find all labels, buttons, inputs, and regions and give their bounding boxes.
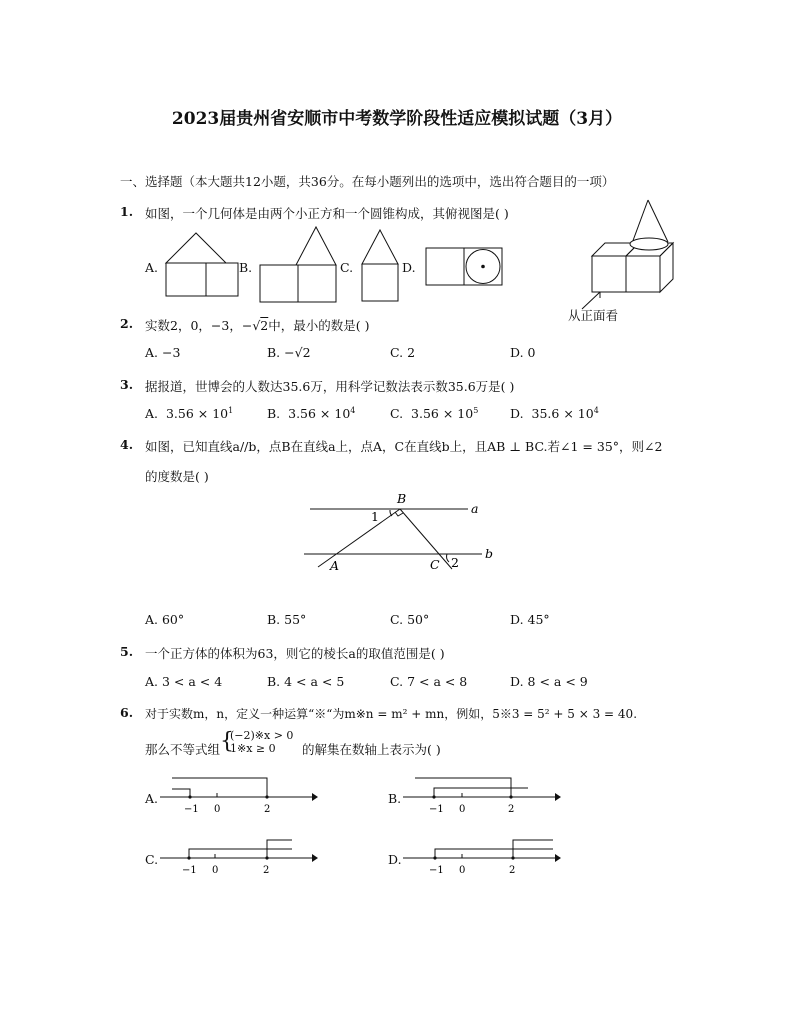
q1-option-b-figure bbox=[258, 225, 340, 305]
q4-text-line2: 的度数是( ) bbox=[145, 469, 209, 484]
q4-text-line1: 如图，已知直线a//b，点B在直线a上，点A，C在直线b上，且AB ⊥ BC.若∠1 = 35°，则∠2 bbox=[145, 439, 663, 454]
square-left bbox=[166, 263, 206, 296]
q3-option-a-base: 3.56 × 10 bbox=[165, 406, 229, 422]
cone-apex-dot bbox=[481, 265, 485, 269]
q3-option-b-base: 3.56 × 10 bbox=[288, 406, 351, 422]
label-b: b bbox=[485, 546, 494, 561]
label-C: C bbox=[430, 557, 440, 572]
label-a: a bbox=[471, 501, 479, 516]
q4-option-b[interactable]: B. 55° bbox=[267, 612, 307, 627]
q3-option-a-label: A. bbox=[145, 406, 159, 422]
tick-m1: −1 bbox=[184, 804, 199, 815]
q4-figure bbox=[300, 488, 500, 578]
q6-text-line2-suffix: 的解集在数轴上表示为( ) bbox=[302, 742, 441, 757]
q3-option-c-base: 3.56 × 10 bbox=[411, 406, 474, 422]
q3-option-d-base: 35.6 × 10 bbox=[531, 406, 594, 422]
q2-text-after: 中，最小的数是( ) bbox=[268, 318, 370, 333]
q6-system-eq1: (−2)※x > 0 bbox=[230, 729, 294, 742]
q1-option-b-label[interactable]: B. bbox=[239, 260, 253, 275]
q3-option-d[interactable] bbox=[510, 406, 599, 421]
q2-text-sqrt-arg: 2 bbox=[260, 318, 269, 333]
q1-option-d-figure bbox=[424, 246, 506, 288]
q6-option-c-label[interactable]: C. bbox=[145, 852, 159, 867]
tick-m1: −1 bbox=[429, 865, 444, 876]
q5-number: 5. bbox=[120, 644, 134, 659]
label-angle2: 2 bbox=[451, 555, 459, 570]
tick-m1: −1 bbox=[429, 804, 444, 815]
q3-option-b-exp: 4 bbox=[350, 406, 356, 415]
q5-option-d[interactable]: D. 8 < a < 9 bbox=[510, 674, 588, 689]
q6-text-line1: 对于实数m，n，定义一种运算“※“为m※n = m² + mn，例如，5※3 = 5² + 5 × 3 = 40. bbox=[145, 707, 638, 721]
cone-triangle bbox=[296, 227, 336, 265]
tick-2: 2 bbox=[508, 804, 515, 815]
q6-option-b-label[interactable]: B. bbox=[388, 791, 402, 806]
q6-number: 6. bbox=[120, 705, 134, 720]
q2-option-a[interactable]: A. −3 bbox=[145, 345, 181, 360]
q4-option-d[interactable]: D. 45° bbox=[510, 612, 550, 627]
q4-option-a[interactable]: A. 60° bbox=[145, 612, 185, 627]
q6-text-line2-prefix: 那么不等式组 bbox=[145, 742, 221, 757]
square bbox=[362, 264, 398, 301]
q6-numberline-d bbox=[403, 833, 563, 877]
label-A: A bbox=[330, 558, 340, 573]
tick-0: 0 bbox=[459, 865, 466, 876]
section-header: 一、选择题（本大题共12小题，共36分。在每小题列出的选项中，选出符合题目的一项） bbox=[120, 174, 615, 189]
q6-numberline-c bbox=[160, 833, 320, 877]
square-right bbox=[206, 263, 238, 296]
q6-numberline-a bbox=[160, 772, 320, 816]
q6-option-a-label[interactable]: A. bbox=[145, 791, 159, 806]
right-angle-mark bbox=[395, 512, 403, 516]
q3-option-b[interactable] bbox=[267, 406, 355, 421]
q4-number: 4. bbox=[120, 437, 134, 452]
q1-figure-caption: 从正面看 bbox=[568, 308, 619, 323]
q3-option-d-exp: 4 bbox=[593, 406, 599, 415]
q3-text: 据报道，世博会的人数达35.6万，用科学记数法表示数35.6万是( ) bbox=[145, 379, 515, 394]
q5-text: 一个正方体的体积为63，则它的棱长a的取值范围是( ) bbox=[145, 646, 445, 661]
tick-m1: −1 bbox=[182, 865, 197, 876]
q3-option-a[interactable] bbox=[145, 406, 233, 421]
tick-2: 2 bbox=[264, 804, 271, 815]
tick-0: 0 bbox=[459, 804, 466, 815]
q3-option-c-exp: 5 bbox=[473, 406, 479, 415]
q6-system-eq2: 1※x ≥ 0 bbox=[230, 742, 276, 755]
square-left bbox=[426, 248, 464, 285]
q1-text: 如图，一个几何体是由两个小正方和一个圆锥构成，其俯视图是( ) bbox=[145, 206, 509, 221]
q3-option-b-label: B. bbox=[267, 406, 281, 422]
q6-system bbox=[230, 729, 293, 755]
cone-triangle bbox=[362, 230, 398, 264]
q2-option-c[interactable]: C. 2 bbox=[390, 345, 416, 360]
q2-text-sqrt-prefix: −√ bbox=[241, 318, 261, 333]
tick-0: 0 bbox=[214, 804, 221, 815]
q3-option-c-label: C. bbox=[390, 406, 404, 422]
page-title: 2023届贵州省安顺市中考数学阶段性适应模拟试题（3月） bbox=[171, 109, 623, 129]
segment-bc bbox=[400, 509, 452, 569]
tick-0: 0 bbox=[212, 865, 219, 876]
tick-2: 2 bbox=[509, 865, 516, 876]
q2-text-before: 实数2，0，−3， bbox=[145, 318, 242, 333]
q2-text bbox=[145, 316, 369, 334]
square-left bbox=[260, 265, 298, 302]
q1-number: 1. bbox=[120, 204, 134, 219]
q1-option-a-label[interactable]: A. bbox=[145, 260, 159, 275]
q1-option-c-figure bbox=[360, 228, 405, 304]
cone-triangle bbox=[166, 233, 226, 263]
label-B: B bbox=[397, 491, 407, 506]
angle1-arc bbox=[390, 510, 392, 516]
q3-number: 3. bbox=[120, 377, 134, 392]
q1-option-d-label[interactable]: D. bbox=[402, 260, 416, 275]
q5-option-b[interactable]: B. 4 < a < 5 bbox=[267, 674, 345, 689]
tick-2: 2 bbox=[263, 865, 270, 876]
label-angle1: 1 bbox=[371, 509, 379, 524]
q6-numberline-b bbox=[403, 772, 563, 816]
q3-option-a-exp: 1 bbox=[228, 406, 234, 415]
q6-option-d-label[interactable]: D. bbox=[388, 852, 402, 867]
q4-option-c[interactable]: C. 50° bbox=[390, 612, 430, 627]
q1-option-a-figure bbox=[160, 230, 240, 300]
q5-option-a[interactable]: A. 3 < a < 4 bbox=[145, 674, 223, 689]
q2-option-b[interactable]: B. −√2 bbox=[267, 345, 311, 360]
angle2-arc bbox=[446, 554, 449, 562]
q3-option-d-label: D. bbox=[510, 406, 524, 422]
q2-number: 2. bbox=[120, 316, 134, 331]
q2-option-d[interactable]: D. 0 bbox=[510, 345, 536, 360]
q1-option-c-label[interactable]: C. bbox=[340, 260, 354, 275]
q5-option-c[interactable]: C. 7 < a < 8 bbox=[390, 674, 468, 689]
q6-brace: { bbox=[220, 729, 234, 754]
q3-option-c[interactable] bbox=[390, 406, 478, 421]
square-right bbox=[298, 265, 336, 302]
